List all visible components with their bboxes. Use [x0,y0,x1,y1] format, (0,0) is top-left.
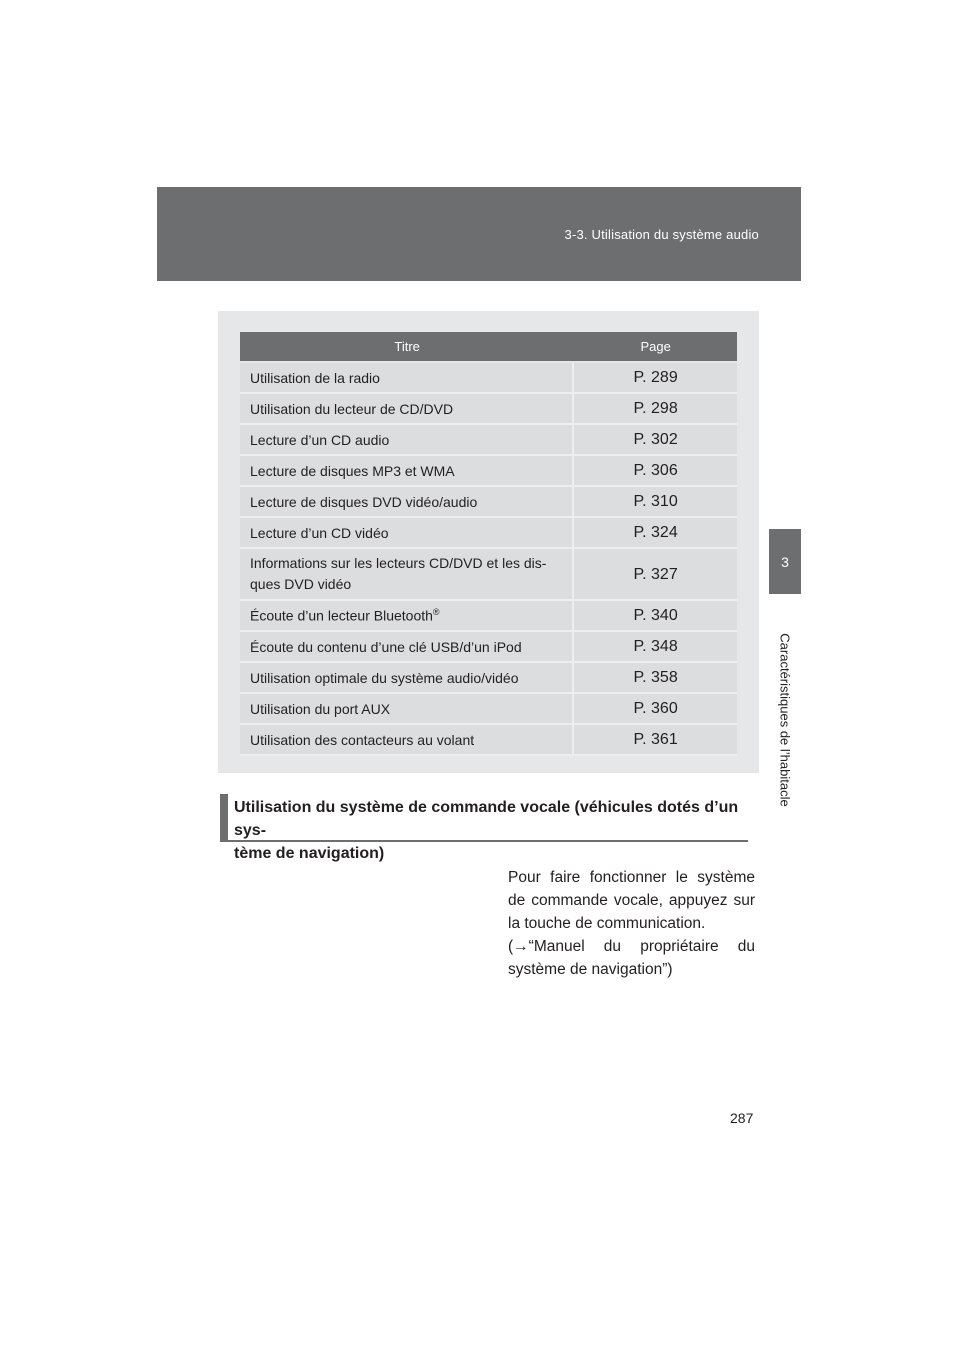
row-title-line2: ques DVD vidéo [250,576,352,592]
reference-note: (→“Manuel du propriétaire du système de navigation”) [508,938,755,978]
header-band [157,187,801,281]
row-page: P. 358 [574,663,737,694]
row-title: Utilisation du port AUX [240,694,574,725]
row-title: Utilisation du lecteur de CD/DVD [240,394,574,425]
row-page: P. 361 [574,725,737,756]
row-title-line1: Informations sur les lecteurs CD/DVD et les dis- [250,555,547,571]
table-row [240,694,737,725]
table-row [240,363,737,394]
row-page: P. 310 [574,487,737,518]
section-heading [220,794,748,862]
section-heading-line1: Utilisation du système de commande vocale (véhicules dotés d’un sys- [234,799,739,839]
contents-table [240,332,737,756]
table-row [240,632,737,663]
table-row [240,518,737,549]
section-heading-line2: tème de navigation) [234,845,385,862]
table-row [240,394,737,425]
table-row [240,725,737,756]
row-title: Écoute du contenu d’une clé USB/d’un iPod [240,632,574,663]
table-row [240,601,737,632]
table-row [240,663,737,694]
row-title [240,601,574,632]
table-row [240,425,737,456]
row-page: P. 348 [574,632,737,663]
row-title: Lecture de disques DVD vidéo/audio [240,487,574,518]
row-page: P. 289 [574,363,737,394]
page-number: 287 [730,1110,754,1126]
section-body [508,866,755,981]
header-page: Page [574,332,737,363]
body-paragraph: Pour faire fonctionner le système de commande vocale, appuyez sur la touche de communication. [508,869,755,932]
table-row [240,456,737,487]
row-title: Utilisation optimale du système audio/vidéo [240,663,574,694]
row-page: P. 324 [574,518,737,549]
row-page: P. 306 [574,456,737,487]
chapter-number: 3 [781,553,789,570]
row-page: P. 340 [574,601,737,632]
row-page: P. 302 [574,425,737,456]
header-title: Titre [240,332,574,363]
table-row [240,549,737,601]
row-title [240,549,574,601]
row-title: Utilisation des contacteurs au volant [240,725,574,756]
registered-trademark: ® [432,607,440,618]
row-title: Lecture d’un CD audio [240,425,574,456]
table-row [240,487,737,518]
row-page: P. 298 [574,394,737,425]
row-page: P. 327 [574,549,737,601]
chapter-tab [769,529,801,594]
row-title: Lecture de disques MP3 et WMA [240,456,574,487]
table-header-row [240,332,737,363]
contents-panel [218,311,759,773]
row-title: Utilisation de la radio [240,363,574,394]
row-title: Lecture d’un CD vidéo [240,518,574,549]
row-page: P. 360 [574,694,737,725]
chapter-title: Caractéristiques de l’habitacle [777,633,793,807]
section-title: 3-3. Utilisation du système audio [564,227,759,242]
row-title-text: Écoute d’un lecteur Bluetooth [250,607,433,624]
